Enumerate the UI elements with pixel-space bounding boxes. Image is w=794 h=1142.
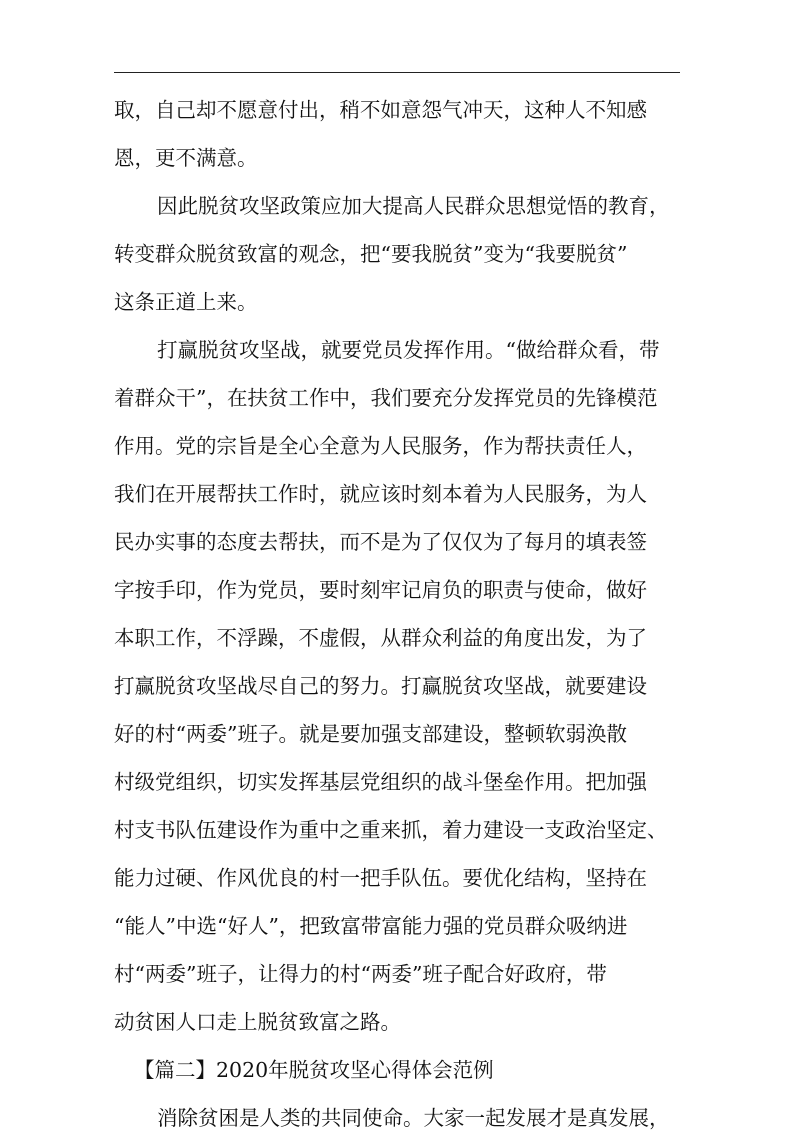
paragraph-line: 因此脱贫攻坚政策应加大提高人民群众思想觉悟的教育， — [157, 194, 670, 218]
paragraph-line: 恩，更不满意。 — [114, 146, 258, 170]
paragraph-line: 好的村“两委”班子。就是要加强支部建设，整顿软弱涣散 — [114, 722, 627, 746]
paragraph-line: 本职工作，不浮躁，不虚假，从群众利益的角度出发，为了 — [114, 626, 647, 650]
paragraph-line: 村支书队伍建设作为重中之重来抓，着力建设一支政治坚定、 — [114, 818, 668, 842]
paragraph-line: 动贫困人口走上脱贫致富之路。 — [114, 1010, 401, 1034]
paragraph-line: 着群众干”，在扶贫工作中，我们要充分发挥党员的先锋模范 — [114, 386, 658, 410]
paragraph-line: 村“两委”班子，让得力的村“两委”班子配合好政府，带 — [114, 962, 607, 986]
paragraph-line: 民办实事的态度去帮扶，而不是为了仅仅为了每月的填表签 — [114, 530, 647, 554]
paragraph-line: 取，自己却不愿意付出，稍不如意怨气冲天，这种人不知感 — [114, 98, 647, 122]
paragraph-line: 村级党组织，切实发挥基层党组织的战斗堡垒作用。把加强 — [114, 770, 647, 794]
paragraph-line: 作用。党的宗旨是全心全意为人民服务，作为帮扶责任人， — [114, 434, 647, 458]
paragraph-line: “能人”中选“好人”，把致富带富能力强的党员群众吸纳进 — [114, 914, 628, 938]
paragraph-line: 消除贫困是人类的共同使命。大家一起发展才是真发展， — [157, 1106, 670, 1130]
paragraph-line: 打赢脱贫攻坚战尽自己的努力。打赢脱贫攻坚战，就要建设 — [114, 674, 647, 698]
paragraph-line: 字按手印，作为党员，要时刻牢记肩负的职责与使命，做好 — [114, 578, 647, 602]
paragraph-line: 能力过硬、作风优良的村一把手队伍。要优化结构，坚持在 — [114, 866, 647, 890]
section-heading: 【篇二】2020年脱贫攻坚心得体会范例 — [134, 1058, 494, 1082]
paragraph-line: 转变群众脱贫致富的观念，把“要我脱贫”变为“我要脱贫” — [114, 242, 628, 266]
paragraph-line: 打赢脱贫攻坚战，就要党员发挥作用。“做给群众看，带 — [157, 338, 660, 362]
document-body — [114, 86, 686, 1142]
paragraph-line: 这条正道上来。 — [114, 290, 258, 314]
paragraph-line: 我们在开展帮扶工作时，就应该时刻本着为人民服务，为人 — [114, 482, 647, 506]
header-rule — [114, 72, 680, 73]
